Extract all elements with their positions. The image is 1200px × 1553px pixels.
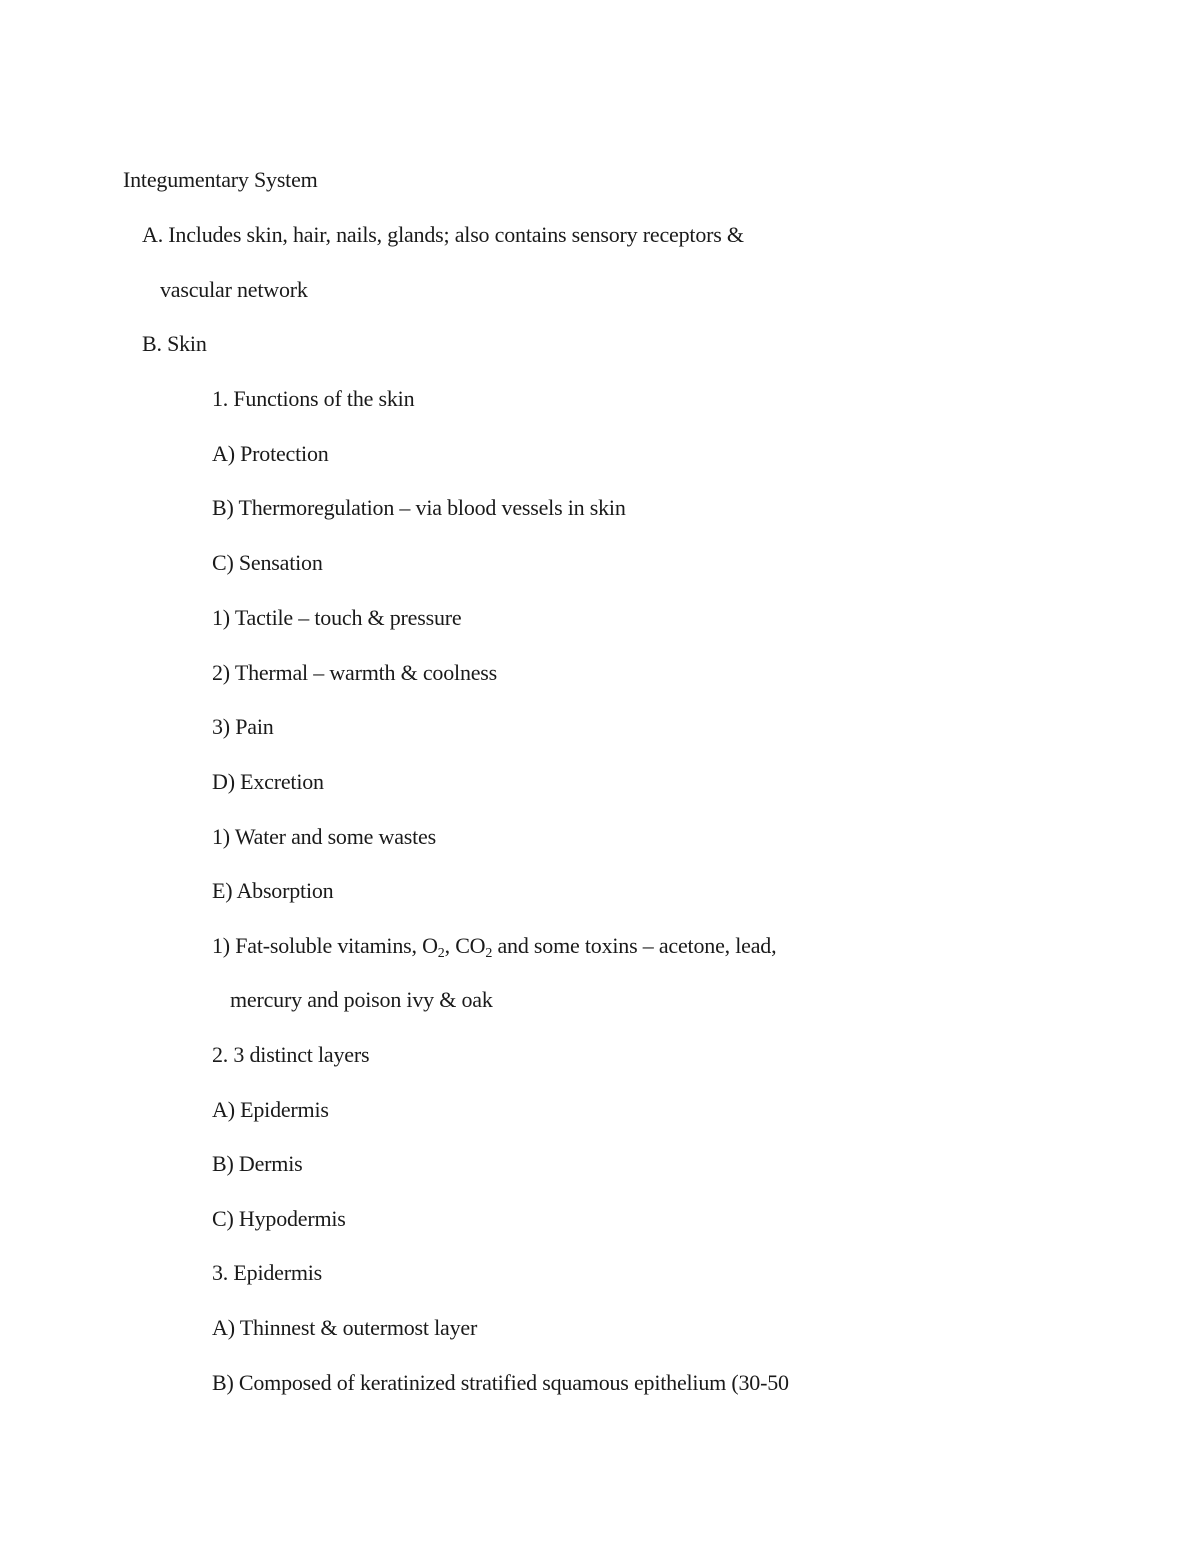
- outline-item-b1c3: 3) Pain: [212, 714, 274, 739]
- outline-item-b2: 2. 3 distinct layers: [212, 1042, 370, 1067]
- outline-item-b1c: C) Sensation: [212, 550, 323, 575]
- outline-item-b1b: B) Thermoregulation – via blood vessels in skin: [212, 495, 626, 520]
- outline-item-b3: 3. Epidermis: [212, 1260, 323, 1285]
- outline-item-b1e1-continued: mercury and poison ivy & oak: [230, 987, 493, 1012]
- outline-item-b1e1: [212, 933, 776, 959]
- outline-item-b3b: B) Composed of keratinized stratified squamous epithelium (30-50: [212, 1370, 789, 1395]
- absorption-mid: , CO: [444, 933, 486, 958]
- outline-item-b2a: A) Epidermis: [212, 1097, 329, 1122]
- document-title: Integumentary System: [123, 167, 318, 192]
- outline-item-b: B. Skin: [142, 331, 207, 356]
- absorption-prefix: 1) Fat-soluble vitamins, O: [212, 933, 438, 958]
- outline-item-b1: 1. Functions of the skin: [212, 386, 415, 411]
- outline-item-b1c1: 1) Tactile – touch & pressure: [212, 605, 462, 630]
- outline-item-a: A. Includes skin, hair, nails, glands; also contains sensory receptors &: [142, 222, 744, 247]
- outline-item-b2b: B) Dermis: [212, 1151, 303, 1176]
- outline-item-b1c2: 2) Thermal – warmth & coolness: [212, 660, 498, 685]
- subscript-2: 2: [437, 946, 445, 961]
- outline-item-b3a: A) Thinnest & outermost layer: [212, 1315, 478, 1340]
- outline-item-b1a: A) Protection: [212, 441, 329, 466]
- outline-item-a-continued: vascular network: [160, 277, 308, 302]
- absorption-suffix: and some toxins – acetone, lead,: [492, 933, 777, 958]
- outline-item-b1d: D) Excretion: [212, 769, 324, 794]
- outline-item-b1d1: 1) Water and some wastes: [212, 824, 436, 849]
- outline-item-b1e: E) Absorption: [212, 878, 334, 903]
- outline-item-b2c: C) Hypodermis: [212, 1206, 346, 1231]
- subscript-2: 2: [485, 946, 493, 961]
